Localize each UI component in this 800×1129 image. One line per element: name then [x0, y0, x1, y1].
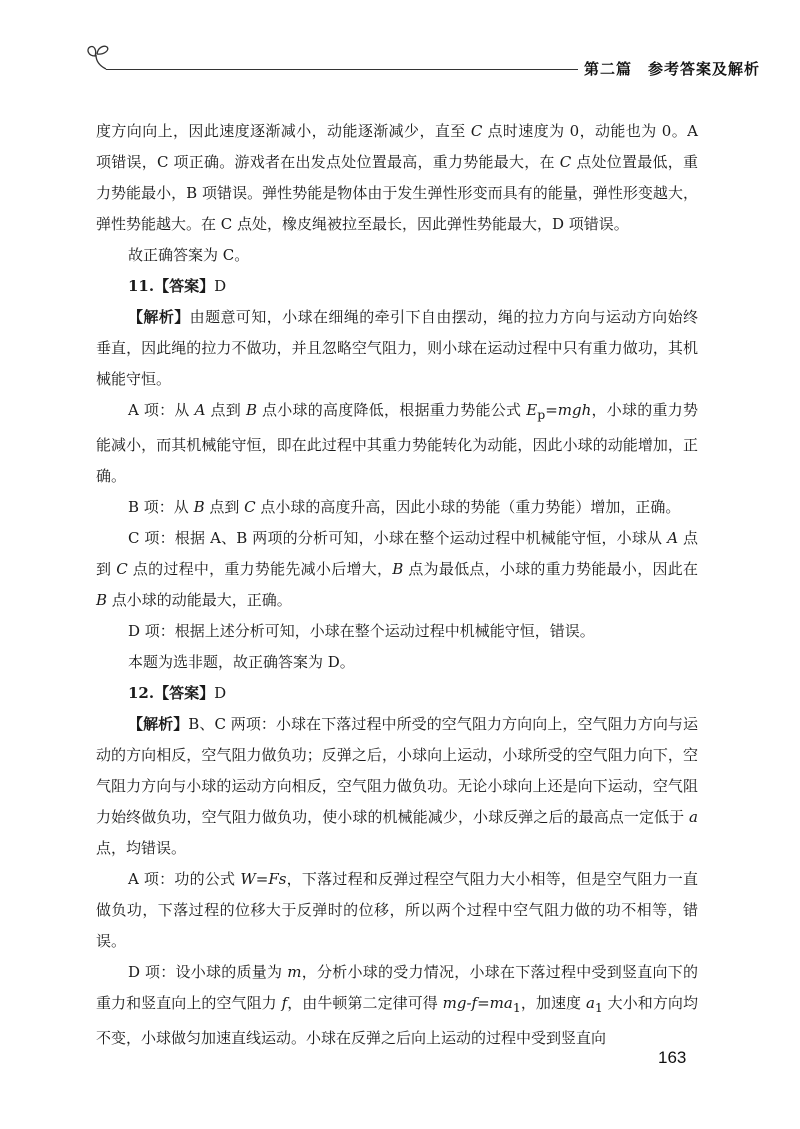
text-run: D 项：根据上述分析可知，小球在整个运动过程中机械能守恒，错误。 — [128, 622, 595, 640]
text-run: A 项：从 — [128, 401, 195, 419]
text-run: ，分析小球的受力情况，小球在下落过程中受到竖直向下的重力和竖直向上的空气阻力 — [96, 963, 698, 1012]
text-run: A — [194, 401, 206, 419]
text-run: 点小球的高度升高，因此小球的势能（重力势能）增加，正确。 — [255, 498, 681, 516]
text-run: 1 — [512, 1000, 521, 1015]
text-run: 点处位置最低，重力势能最小，B 项错误。弹性势能是物体由于发生弹性形变而具有的能量，弹性形变越大，弹性势能越大。在 C 点处，橡皮绳被拉至最长，因此弹性势能最大，D 项错误。 — [96, 153, 698, 233]
text-run: C — [244, 498, 256, 516]
page-header — [84, 40, 761, 80]
text-run: 点到 — [205, 401, 246, 419]
text-run: 【解析】 — [128, 308, 190, 326]
text-run: a — [585, 994, 595, 1012]
paragraph-p8 — [96, 616, 698, 647]
text-run: 故正确答案为 C。 — [128, 246, 250, 264]
text-run: 点，均错误。 — [96, 839, 187, 857]
text-run: E — [526, 401, 538, 419]
text-run: 大小和方向均不变，小球做匀加速直线运动。小球在反弹之后向上运动的过程中受到竖直向 — [96, 994, 698, 1047]
paragraph-p9 — [96, 647, 698, 678]
text-run: m — [287, 963, 302, 981]
text-run: C 项：根据 A、B 两项的分析可知，小球在整个运动过程中机械能守恒，小球从 — [128, 529, 668, 547]
text-run: A — [667, 529, 679, 547]
sprout-icon — [84, 40, 118, 70]
section-title: 第二篇 参考答案及解析 — [584, 60, 761, 78]
text-run: 11.【答案】 — [128, 277, 215, 295]
text-run: B — [193, 498, 205, 516]
text-run: 本题为选非题，故正确答案为 D。 — [128, 653, 355, 671]
text-run: p — [537, 407, 546, 422]
paragraph-p7 — [96, 523, 698, 616]
text-run: a — [689, 808, 698, 826]
text-run: B — [96, 591, 108, 609]
paragraph-p2 — [96, 240, 698, 271]
text-run: 点到 — [204, 498, 245, 516]
paragraph-p3 — [96, 271, 698, 302]
text-run: 点到 — [96, 529, 698, 578]
text-run: D 项：设小球的质量为 — [128, 963, 288, 981]
text-run: 点时速度为 0，动能也为 0。A 项错误，C 项正确。游戏者在出发点处位置最高，重力势能最大，在 — [96, 122, 698, 171]
paragraph-p5 — [96, 395, 698, 492]
paragraph-p11 — [96, 709, 698, 864]
page-number: 163 — [658, 1048, 687, 1067]
text-run: 度方向向上，因此速度逐渐减小，动能逐渐减少，直至 — [96, 122, 471, 140]
paragraph-p10 — [96, 678, 698, 709]
paragraph-p1 — [96, 116, 698, 240]
text-run: 点为最低点，小球的重力势能最小，因此在 — [403, 560, 698, 578]
text-run: f — [281, 994, 288, 1012]
text-run: ，下落过程和反弹过程空气阻力大小相等，但是空气阻力一直做负功，下落过程的位移大于反弹时的位移，所以两个过程中空气阻力做的功不相等，错误。 — [96, 870, 698, 950]
text-run: C — [116, 560, 128, 578]
text-run: ，由牛顿第二定律可得 — [287, 994, 443, 1012]
text-run: B 项：从 — [128, 498, 194, 516]
text-run: 点小球的动能最大，正确。 — [107, 591, 292, 609]
text-run: B、C 两项：小球在下落过程中所受的空气阻力方向向上，空气阻力方向与运动的方向相反，空气阻力做负功；反弹之后，小球向上运动，小球所受的空气阻力向下，空气阻力方向与小球的运动方向相反，空气阻力做负功。无论小球向上还是向下运动，空气阻力始终做负功，空气阻力做负功，使小球的机械能减少，小球反弹之后的最高点一定低于 — [96, 715, 698, 826]
answer-explanation-body — [96, 116, 698, 1054]
text-run: 12.【答案】 — [128, 684, 215, 702]
text-run: C — [559, 153, 572, 171]
text-run: ，加速度 — [520, 994, 586, 1012]
text-run: C — [470, 122, 483, 140]
paragraph-p6 — [96, 492, 698, 523]
paragraph-p4 — [96, 302, 698, 395]
paragraph-p13 — [96, 957, 698, 1054]
text-run: 【解析】 — [128, 715, 189, 733]
text-run: 1 — [594, 1000, 603, 1015]
text-run: D — [214, 684, 227, 702]
paragraph-p12 — [96, 864, 698, 957]
header-rule — [106, 69, 578, 70]
text-run: B — [392, 560, 404, 578]
text-run: mg-f=ma — [442, 994, 513, 1012]
text-run: ，小球的重力势能减小，而其机械能守恒，即在此过程中其重力势能转化为动能，因此小球的动能增加，正确。 — [96, 401, 698, 485]
text-run: 点小球的高度降低，根据重力势能公式 — [257, 401, 527, 419]
text-run: W=Fs — [240, 870, 287, 888]
text-run: A 项：功的公式 — [128, 870, 241, 888]
text-run: B — [245, 401, 258, 419]
text-run: 由题意可知，小球在细绳的牵引下自由摆动，绳的拉力方向与运动方向始终垂直，因此绳的拉力不做功，并且忽略空气阻力，则小球在运动过程中只有重力做功，其机械能守恒。 — [96, 308, 698, 388]
text-run: =mgh — [545, 401, 592, 419]
text-run: D — [214, 277, 227, 295]
text-run: 点的过程中，重力势能先减小后增大， — [127, 560, 393, 578]
